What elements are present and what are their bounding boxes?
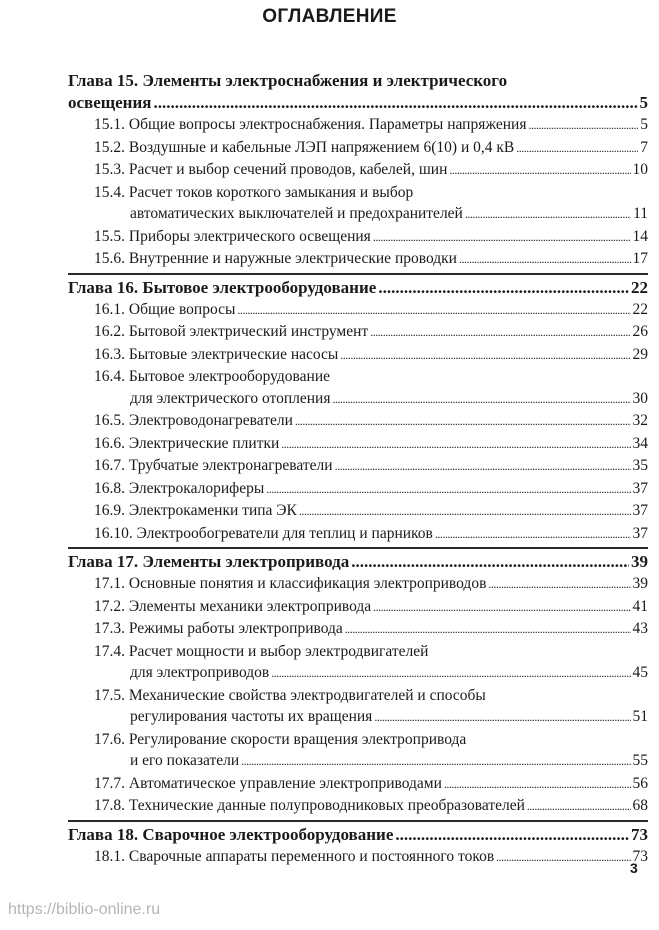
toc-section-page-number: 17	[632, 250, 648, 267]
toc-section-title: 16.8. Электрокалориферы	[94, 479, 265, 497]
chapter-block	[68, 70, 648, 271]
toc-section-page-number: 34	[632, 434, 648, 452]
dot-leader	[528, 115, 638, 137]
toc-section-line	[94, 410, 648, 433]
toc-section-entry[interactable]	[94, 114, 648, 137]
toc-section-entry[interactable]	[94, 478, 648, 501]
dot-leader	[373, 597, 630, 619]
toc-section-page-number: 73	[632, 847, 648, 865]
table-of-contents	[68, 70, 648, 868]
toc-section-title: для электроприводов	[130, 664, 270, 681]
toc-section-page-number: 43	[632, 620, 648, 637]
page-number: 3	[630, 860, 638, 876]
toc-section-title: 17.3. Режимы работы электропривода	[94, 620, 343, 637]
dot-leader	[335, 456, 631, 478]
toc-section-page-number: 14	[632, 227, 648, 245]
toc-section-title: 16.2. Бытовой электрический инструмент	[94, 323, 369, 340]
toc-section-entry[interactable]	[94, 410, 648, 433]
dot-leader	[459, 249, 631, 271]
toc-section-line	[94, 159, 648, 182]
toc-section-title: 16.5. Электроводонагреватели	[94, 412, 293, 429]
chapter-title-text: Глава 18. Сварочное электрооборудование	[68, 824, 394, 844]
toc-section-line	[94, 500, 648, 523]
toc-section-entry[interactable]	[94, 226, 648, 249]
toc-section-entry[interactable]	[94, 641, 648, 685]
toc-section-title: 15.6. Внутренние и наружные электрические проводки	[94, 250, 457, 267]
toc-section-entry[interactable]	[94, 299, 648, 322]
toc-section-title: 16.4. Бытовое электрооборудование	[94, 368, 330, 385]
toc-section-entry[interactable]	[94, 795, 648, 818]
dot-leader	[435, 524, 631, 546]
chapter-title-text: Глава 16. Бытовое электрооборудование	[68, 277, 377, 297]
toc-section-entry[interactable]	[94, 433, 648, 456]
toc-section-line	[94, 114, 648, 137]
dot-leader	[271, 663, 630, 685]
toc-section-page-number: 29	[632, 345, 648, 363]
toc-section-entry[interactable]	[94, 729, 648, 773]
dot-leader	[373, 227, 631, 249]
toc-section-line	[94, 321, 648, 344]
toc-section-title: 17.5. Механические свойства электродвигателей и способы	[94, 686, 486, 704]
watermark-url: https://biblio-online.ru	[8, 901, 161, 918]
toc-section-page-number: 11	[633, 205, 648, 222]
dot-leader	[370, 322, 630, 344]
chapter-title-text: Глава 15. Элементы электроснабжения и электрического	[68, 71, 508, 90]
toc-section-line	[94, 203, 648, 226]
toc-section-line	[94, 618, 648, 641]
toc-section-page-number: 7	[640, 138, 648, 156]
toc-section-title: 16.9. Электрокаменки типа ЭК	[94, 502, 297, 519]
toc-section-line	[94, 706, 648, 729]
toc-section-title: 15.5. Приборы электрического освещения	[94, 227, 371, 245]
toc-section-line	[94, 299, 648, 322]
toc-section-entry[interactable]	[94, 685, 648, 729]
dot-leader	[241, 751, 630, 773]
toc-section-title: 17.7. Автоматическое управление электроприводами	[94, 774, 442, 792]
toc-section-title: 17.6. Регулирование скорости вращения электропривода	[94, 730, 467, 748]
toc-section-title: 15.2. Воздушные и кабельные ЛЭП напряжением 6(10) и 0,4 кВ	[94, 138, 515, 156]
toc-section-page-number: 55	[632, 752, 648, 769]
dot-leader	[444, 774, 631, 796]
chapter-block	[68, 273, 648, 546]
toc-section-title: 15.1. Общие вопросы электроснабжения. Параметры напряжения	[94, 116, 527, 133]
toc-section-entry[interactable]	[94, 159, 648, 182]
toc-section-line	[94, 795, 648, 818]
toc-section-line	[94, 433, 648, 456]
toc-section-title: автоматических выключателей и предохранителей	[130, 205, 463, 222]
toc-section-entry[interactable]	[94, 596, 648, 619]
toc-section-entry[interactable]	[94, 321, 648, 344]
toc-section-title: регулирования частоты их вращения	[130, 708, 373, 725]
chapter-block	[68, 820, 648, 869]
dot-leader	[449, 160, 630, 182]
chapter-page-number: 22	[631, 277, 648, 297]
chapter-page-number: 5	[639, 93, 648, 112]
dot-leader	[378, 277, 629, 299]
toc-section-line	[94, 573, 648, 596]
toc-section-line	[94, 388, 648, 411]
chapter-page-number: 39	[631, 552, 648, 571]
toc-section-entry[interactable]	[94, 344, 648, 367]
chapter-title[interactable]	[68, 824, 648, 846]
toc-section-title: 18.1. Сварочные аппараты переменного и постоянного токов	[94, 847, 495, 865]
dot-leader	[488, 574, 630, 596]
toc-section-line	[94, 248, 648, 271]
toc-section-entry[interactable]	[94, 182, 648, 226]
toc-section-page-number: 5	[640, 116, 648, 133]
toc-section-page-number: 51	[632, 708, 648, 725]
chapter-page-number: 73	[631, 824, 648, 844]
toc-section-line	[94, 750, 648, 773]
toc-section-title: 16.6. Электрические плитки	[94, 434, 280, 452]
toc-section-line	[94, 773, 648, 796]
dot-leader	[332, 389, 630, 411]
toc-section-page-number: 45	[632, 664, 648, 681]
dot-leader	[351, 551, 629, 573]
dot-leader	[281, 434, 630, 456]
toc-section-line	[94, 455, 648, 478]
toc-section-page-number: 39	[632, 575, 648, 592]
toc-section-entry[interactable]	[94, 500, 648, 523]
dot-leader	[527, 796, 631, 818]
dot-leader	[153, 92, 637, 114]
chapter-title[interactable]	[68, 551, 648, 573]
chapter-title[interactable]	[68, 277, 648, 299]
dot-leader	[374, 707, 630, 729]
dot-leader	[516, 138, 638, 160]
toc-section-line	[94, 137, 648, 160]
page-title: ОГЛАВЛЕНИЕ	[262, 6, 397, 27]
chapter-title-text: освещения	[68, 93, 152, 112]
toc-section-line	[94, 344, 648, 367]
toc-section-entry[interactable]	[94, 773, 648, 796]
toc-section-page-number: 56	[632, 774, 648, 792]
toc-section-page-number: 30	[632, 389, 648, 407]
toc-section-line	[94, 478, 648, 501]
toc-section-title: 17.2. Элементы механики электропривода	[94, 597, 372, 615]
toc-section-page-number: 41	[632, 597, 648, 615]
toc-section-title: 17.4. Расчет мощности и выбор электродвигателей	[94, 642, 429, 660]
toc-section-entry[interactable]	[94, 846, 648, 869]
toc-section-entry[interactable]	[94, 137, 648, 160]
dot-leader	[266, 479, 630, 501]
dot-leader	[340, 345, 630, 367]
dot-leader	[496, 847, 630, 869]
toc-section-title: 15.4. Расчет токов короткого замыкания и выбор	[94, 183, 414, 201]
chapter-title-text: Глава 17. Элементы электропривода	[68, 552, 350, 571]
toc-section-page-number: 37	[632, 479, 648, 497]
toc-section-title: 17.1. Основные понятия и классификация электроприводов	[94, 575, 487, 592]
toc-section-entry[interactable]	[94, 455, 648, 478]
chapter-block	[68, 547, 648, 818]
chapter-title-continuation[interactable]	[68, 92, 648, 114]
toc-section-entry[interactable]	[94, 366, 648, 410]
toc-section-line	[94, 523, 648, 546]
toc-section-title: 16.3. Бытовые электрические насосы	[94, 345, 339, 363]
dot-leader	[345, 619, 631, 641]
toc-section-title: 16.1. Общие вопросы	[94, 300, 236, 318]
toc-section-title: и его показатели	[130, 752, 240, 769]
toc-section-page-number: 37	[632, 502, 648, 519]
dot-leader	[299, 501, 631, 523]
toc-section-entry[interactable]	[94, 523, 648, 546]
toc-section-title: 15.3. Расчет и выбор сечений проводов, кабелей, шин	[94, 161, 448, 178]
toc-section-page-number: 32	[632, 412, 648, 429]
chapter-title[interactable]	[68, 70, 648, 92]
toc-section-line	[94, 846, 648, 869]
toc-section-title: 16.10. Электрообогреватели для теплиц и парников	[94, 524, 433, 542]
toc-section-entry[interactable]	[94, 248, 648, 271]
toc-section-title: 17.8. Технические данные полупроводниковых преобразователей	[94, 797, 525, 814]
toc-section-entry[interactable]	[94, 618, 648, 641]
toc-section-page-number: 37	[632, 524, 648, 542]
toc-section-page-number: 68	[632, 797, 648, 814]
toc-section-title: для электрического отопления	[130, 389, 331, 407]
toc-section-page-number: 26	[632, 323, 648, 340]
toc-section-page-number: 35	[632, 457, 648, 474]
toc-section-line	[94, 226, 648, 249]
toc-section-line	[94, 596, 648, 619]
toc-section-title: 16.7. Трубчатые электронагреватели	[94, 457, 333, 474]
toc-section-entry[interactable]	[94, 573, 648, 596]
dot-leader	[465, 204, 631, 226]
toc-section-page-number: 22	[632, 300, 648, 318]
dot-leader	[295, 411, 631, 433]
toc-section-page-number: 10	[632, 161, 648, 178]
toc-section-line	[94, 662, 648, 685]
dot-leader	[395, 824, 629, 846]
dot-leader	[237, 300, 630, 322]
